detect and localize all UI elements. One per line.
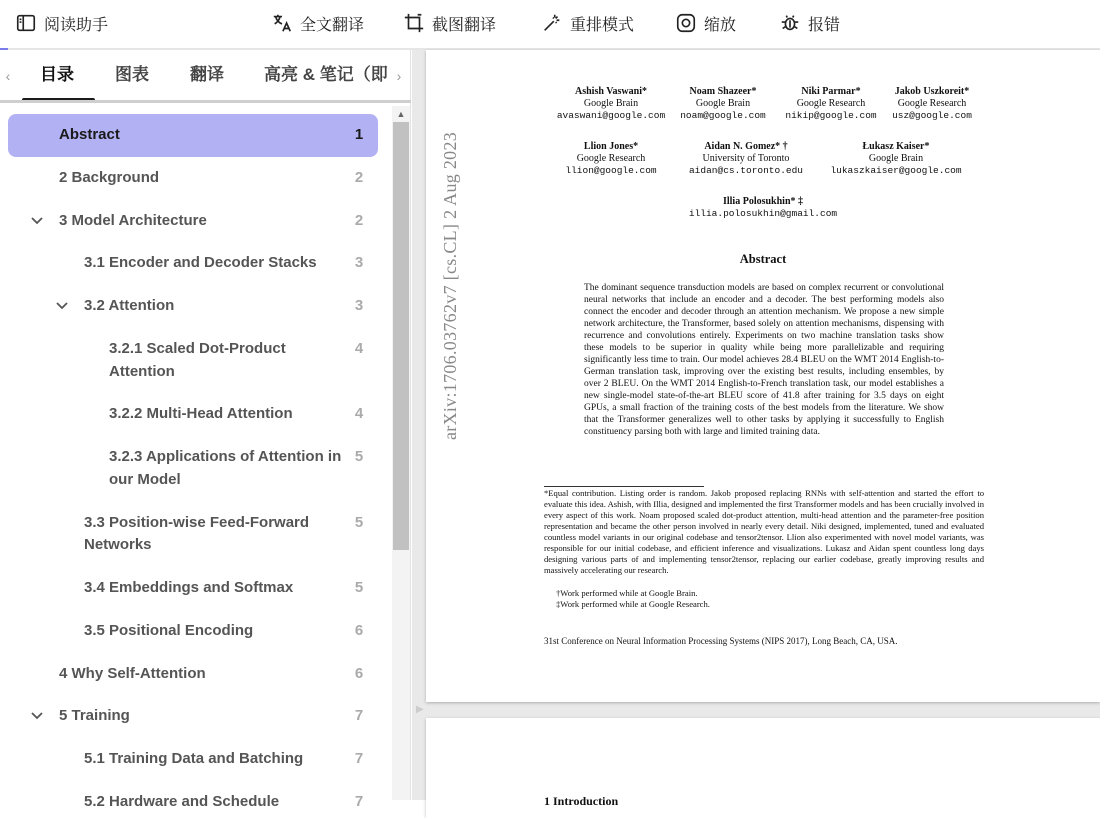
report-bug-button[interactable] [778,0,840,46]
chevron-down-icon[interactable] [28,212,46,230]
chevron-down-icon[interactable] [53,297,71,315]
toc-item-label: 3.1 Encoder and Decoder Stacks [84,254,317,271]
toc-item-label: 3 Model Architecture [59,212,207,229]
author-block [668,86,778,122]
author-org: Google Research [796,98,866,109]
toc-item-page: 4 [354,340,364,357]
toc-item-page: 3 [354,254,364,271]
screenshot-translate-label: 截图翻译 [432,16,497,34]
author-org: University of Toronto [702,153,790,164]
tab-scroll-right-icon[interactable]: › [396,68,402,84]
scroll-up-arrow-icon[interactable]: ▲ [396,109,406,119]
magic-wand-icon [540,11,564,35]
author-org: Google Brain [868,153,924,164]
reflow-mode-label: 重排模式 [570,16,635,34]
zoom-button[interactable] [674,0,736,46]
footnote-rule [544,486,704,487]
table-of-contents [0,106,392,810]
pdf-page-2 [426,718,1100,818]
author-block [776,86,886,122]
author-block [816,141,976,177]
tab-scroll-left-icon[interactable]: ‹ [5,68,11,84]
author-email: nikip@google.com [785,110,877,121]
abstract-heading: Abstract [739,252,787,266]
toc-item-feed-forward[interactable] [0,512,392,556]
full-translate-label: 全文翻译 [300,16,365,34]
full-translate-button[interactable] [270,0,364,46]
toc-item-label: 3.3 Position-wise Feed-Forward [84,514,310,531]
tab-highlights-notes[interactable]: 高亮 & 笔记（即 [264,65,388,84]
toc-item-page: 6 [354,665,364,682]
conference-note: 31st Conference on Neural Information Processing Systems (NIPS 2017), Long Beach, CA, USA. [544,636,898,646]
crop-icon [402,11,426,35]
screenshot-translate-button[interactable] [402,0,496,46]
toc-item-label: 5.2 Hardware and Schedule [84,793,280,810]
author-name: Jakob Uszkoreit* [894,86,970,97]
toc-item-page: 7 [354,707,364,724]
author-email: aidan@cs.toronto.edu [688,165,804,176]
tab-translate[interactable]: 翻译 [190,65,224,84]
toc-item-label: 3.2.3 Applications of Attention in [109,448,342,465]
zoom-label: 缩放 [704,16,737,34]
toc-item-multi-head[interactable] [0,403,392,425]
toc-item-page: 3 [354,297,364,314]
introduction-heading: 1 Introduction [544,794,619,808]
toc-item-applications-attention[interactable] [0,446,392,490]
abstract-text: The dominant sequence transduction models are based on complex recurrent or convolutional neural networks that include an encoder and a decoder. The best performing models also connect the encoder and decoder through an attention mechanism. We propose a new simple network architecture, the Transformer, based solely on attention mechanisms, dispensing with recurrence and convolutions entirely. Experiments on two machine translation tasks show these models to be superior in quality while being more parallelizable and requiring significantly less time to train. Our model achieves 28.4 BLEU on the WMT 2014 English-to-German translation task, improving over the existing best results, including ensembles, by over 2 BLEU. On the WMT 2014 English-to-French translation task, our model establishes a new single-model state-of-the-art BLEU score of 41.8 after training for 3.5 days on eight GPUs, a small fraction of the training costs of the best models from the literature. We show that the Transformer generalizes well to other tasks by applying it successfully to English constituency parsing both with large and limited training data. [584,283,944,437]
author-block [882,86,982,122]
footnote-double-dagger: ‡Work performed while at Google Research. [556,599,710,609]
toc-item-scaled-dot-product[interactable] [0,338,392,382]
toc-scrollbar-thumb[interactable] [393,122,409,550]
author-name: Łukasz Kaiser* [862,141,930,152]
toc-item-hardware-schedule[interactable] [0,791,392,813]
author-name: Aidan N. Gomez* † [704,141,788,152]
toc-item-model-architecture[interactable] [0,210,392,232]
translate-icon [270,11,294,35]
author-block [676,141,816,177]
toc-item-label: 5.1 Training Data and Batching [84,750,304,767]
toc-item-why-self-attention[interactable] [0,663,392,685]
author-email: avaswani@google.com [556,110,666,121]
zoom-icon [674,11,698,35]
reader-assistant-label: 阅读助手 [44,16,109,34]
tab-toc[interactable]: 目录 [40,65,74,84]
author-email: lukaszkaiser@google.com [830,165,962,176]
author-name: Ashish Vaswani* [575,86,647,97]
chevron-down-icon[interactable] [28,707,46,725]
author-name: Illia Polosukhin* ‡ [722,196,804,207]
toc-item-page: 6 [354,622,364,639]
toc-item-label: 4 Why Self-Attention [59,665,206,682]
resize-handle-icon[interactable]: ▶ [416,704,424,715]
toc-item-page: 5 [354,448,364,465]
arxiv-identifier: arXiv:1706.03762v7 [cs.CL] 2 Aug 2023 [440,131,460,440]
tabs-divider [0,100,411,103]
pdf-page-1 [426,50,1100,702]
report-bug-label: 报错 [808,16,841,34]
toc-item-page: 4 [354,405,364,422]
footnote-equal-contribution: *Equal contribution. Listing order is random. Jakob proposed replacing RNNs with self-attention and started the effort to evaluate this idea. Ashish, with Illia, designed and implemented the first Transformer models and has been crucially involved in every aspect of this work. Noam proposed scaled dot-product attention, multi-head attention and the parameter-free position representation and became the other person involved in nearly every detail. Niki designed, implemented, tuned and evaluated countless model variants in our original codebase and tensor2tensor. Llion also experimented with novel model variants, was responsible for our initial codebase, and efficient inference and visualizations. Lukasz and Aidan spent countless long days designing various parts of and implementing tensor2tensor, replacing our earlier codebase, greatly improving results and massively accelerating our research. [544,488,984,575]
bug-icon [778,11,802,35]
toc-item-label: 3.2 Attention [84,297,175,314]
author-org: Google Brain [695,98,751,109]
toc-item-abstract[interactable] [0,114,392,157]
author-org: Google Research [576,153,646,164]
author-name: Niki Parmar* [801,86,861,97]
toc-item-training-data[interactable] [0,748,392,770]
toc-item-page: 5 [354,579,364,596]
author-block [546,86,676,122]
sidebar-tabs [0,50,411,102]
author-email: usz@google.com [892,110,972,121]
toc-item-label: 3.4 Embeddings and Softmax [84,579,294,596]
toc-item-label: 2 Background [59,169,160,186]
toc-item-encoder-decoder[interactable] [0,252,392,274]
toc-item-label: 3.2.1 Scaled Dot-Product [109,340,286,357]
author-name: Llion Jones* [583,141,639,152]
author-block [673,196,853,220]
toolbar [0,0,1100,48]
toc-item-page: 7 [354,793,364,810]
document-viewer[interactable] [412,50,1100,808]
author-block [556,141,666,177]
sidebar-panel-icon [14,11,38,35]
toc-item-label-line2: Networks [84,536,152,553]
toc-item-page: 2 [354,212,364,229]
toc-item-background[interactable] [0,167,392,189]
author-email: noam@google.com [680,110,766,121]
footnote-dagger: †Work performed while at Google Brain. [556,588,698,598]
author-name: Noam Shazeer* [689,86,757,97]
reflow-mode-button[interactable] [540,0,634,46]
toc-item-label: Abstract [59,126,120,143]
toc-item-page: 5 [354,514,364,531]
author-org: Google Brain [583,98,639,109]
reader-assistant-button[interactable] [14,0,108,46]
toc-item-positional-encoding[interactable] [0,620,392,642]
toc-item-training[interactable] [0,705,392,727]
author-email: illia.polosukhin@gmail.com [688,208,838,219]
toc-item-label: 5 Training [59,707,130,724]
toc-item-page: 1 [354,126,364,143]
author-email: llion@google.com [565,165,657,176]
toc-item-label-line2: our Model [109,471,181,488]
toc-item-embeddings-softmax[interactable] [0,577,392,599]
toc-item-attention[interactable] [0,295,392,317]
toc-item-label: 3.5 Positional Encoding [84,622,254,639]
tab-figures[interactable]: 图表 [115,65,149,84]
toc-item-page: 2 [354,169,364,186]
toc-item-page: 7 [354,750,364,767]
sidebar [0,50,411,810]
toc-item-label: 3.2.2 Multi-Head Attention [109,405,293,422]
toc-item-label-line2: Attention [109,363,175,380]
author-org: Google Research [897,98,967,109]
